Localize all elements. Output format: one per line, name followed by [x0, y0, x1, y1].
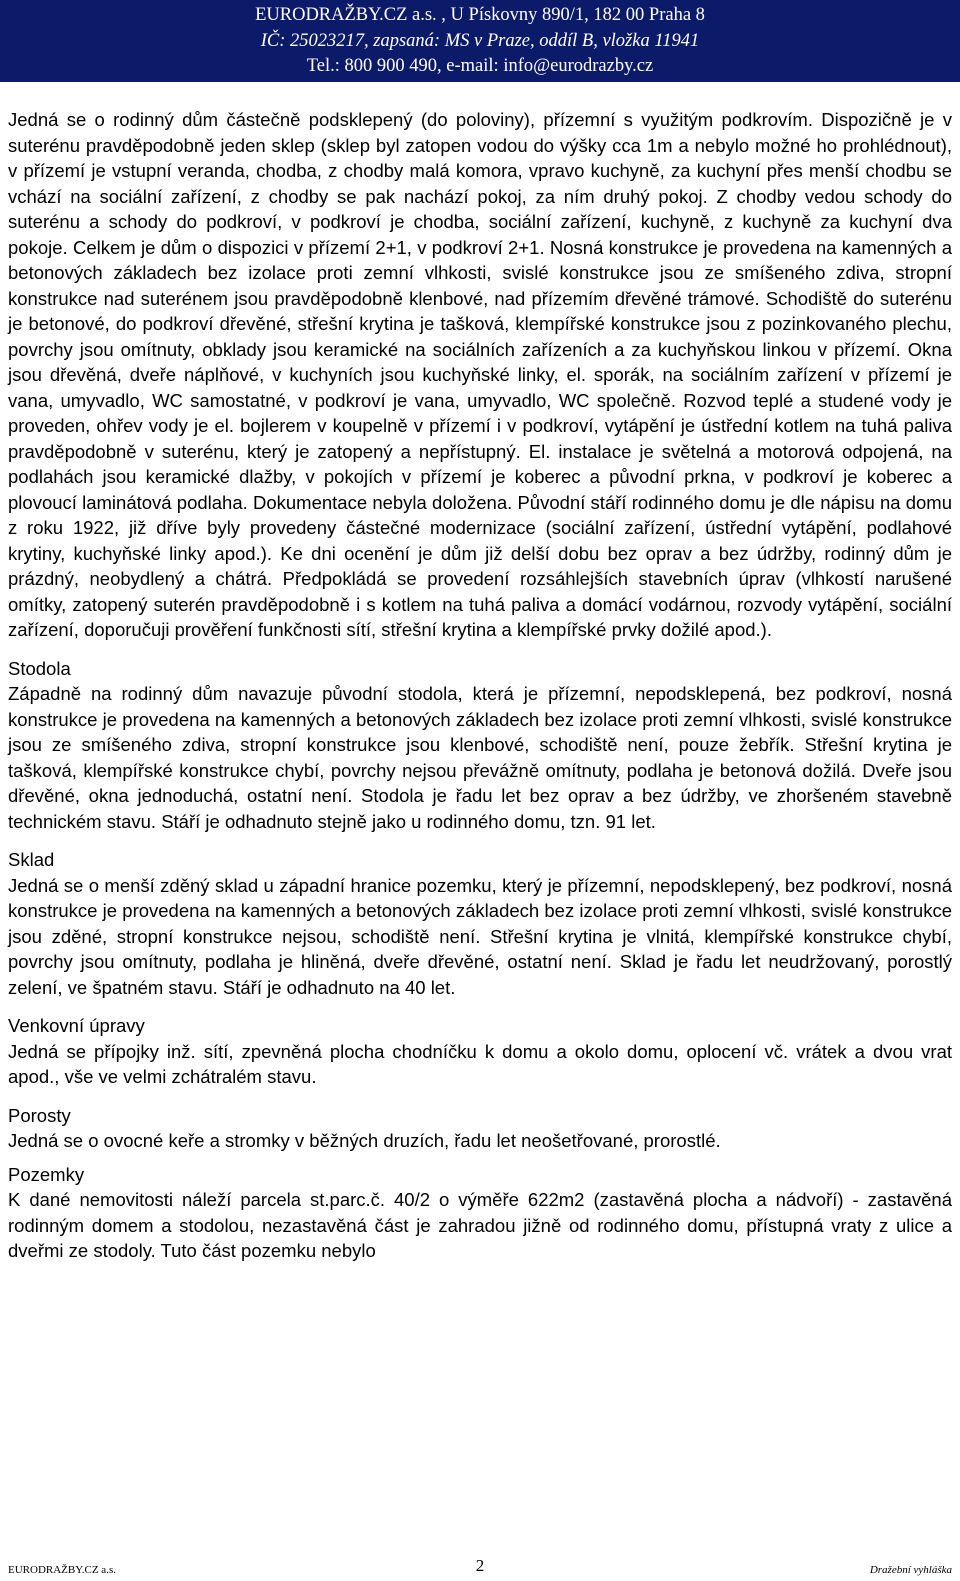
page-footer [0, 1556, 960, 1581]
section-heading-stodola: Stodola [8, 657, 71, 679]
sklad-description: Jedná se o menší zděný sklad u západní hranice pozemku, který je přízemní, nepodsklepený, bez podkroví, nosná konstrukce je provedena na kamenných a betonových základech bez izolace proti zemní vlhkosti, svislé konstrukce jsou zděné, stropní konstrukce nejsou, schodiště není. Střešní krytina je vlnitá, klempířské konstrukce chybí, povrchy jsou omítnuty, podlaha je hliněná, dveře dřevěné, ostatní není. Sklad je řadu let neudržovaný, porostlý zelení, ve špatném stavu. Stáří je odhadnuto na 40 let. [8, 874, 952, 998]
document-body [8, 107, 952, 1264]
section-heading-porosty: Porosty [8, 1104, 71, 1126]
footer-document-title: Dražební vyhláška [869, 1564, 952, 1576]
page-number: 2 [475, 1556, 485, 1575]
company-address: EURODRAŽBY.CZ a.s. , U Pískovny 890/1, 182 00 Praha 8 [255, 5, 705, 25]
section-heading-venkovni-upravy: Venkovní úpravy [8, 1015, 145, 1036]
footer-company: EURODRAŽBY.CZ a.s. [8, 1564, 116, 1576]
section-heading-sklad: Sklad [8, 849, 55, 870]
company-registration: IČ: 25023217, zapsaná: MS v Praze, oddíl B, vložka 11941 [260, 31, 700, 51]
company-contact: Tel.: 800 900 490, e-mail: info@eurodrazby.cz [306, 56, 654, 76]
house-description: Jedná se o rodinný dům částečně podsklepený (do poloviny), přízemní s využitým podkrovím. Dispozičně je v suterénu pravděpodobně jeden sklep (sklep byl zatopen vodou do výšky cca 1m a nebylo možné ho prohlédnout), v přízemí je vstupní veranda, chodba, z chodby malá komora, vpravo kuchyně, za kuchyní přes menší chodbu se vchází na sociální zařízení, z chodby se pak nachází pokoj, za ním druhý pokoj. Z chodby vedou schody do suterénu a schody do podkroví, v podkroví je chodba, sociální zařízení, kuchyně, z kuchyně za kuchyní dva pokoje. Celkem je dům o dispozici v přízemí 2+1, v podkroví 2+1. Nosná konstrukce je provedena na kamenných a betonových základech bez izolace proti zemní vlhkosti, svislé konstrukce jsou ze smíšeného zdiva, stropní konstrukce nad suterénem jsou pravděpodobně klenbové, nad přízemím dřevěné trámové. Schodiště do suterénu je betonové, do podkroví dřevěné, střešní krytina je tašková, klempířské konstrukce jsou z pozinkovaného plechu, povrchy jsou omítnuty, obklady jsou keramické na sociálních zařízeních a za kuchyňskou linkou v přízemí. Okna jsou dřevěná, dveře náplňové, v kuchyních jsou kuchyňské linky, el. sporák, na sociálním zařízení v přízemí je vana, umyvadlo, WC samostatné, v podkroví je vana, umyvadlo, WC společně. Rozvod teplé a studené vody je proveden, ohřev vody je el. bojlerem v koupelně v přízemí i v podkroví, vytápění je ústřední kotlem na tuhá paliva pravděpodobně v suterénu, který je zatopený a nepřístupný. El. instalace je světelná a motorová odpojená, na podlahách jsou keramické dlažby, v pokojích v přízemí je koberec a původní prkna, v podkroví je koberec a plovoucí laminátová podlaha. Dokumentace nebyla doložena. Původní stáří rodinného domu je dle nápisu na domu z roku 1922, již dříve byly provedeny částečné modernizace (sociální zařízení, ústřední vytápění, podlahové krytiny, kuchyňské linky apod.). Ke dni ocenění je dům již delší dobu bez oprav a bez údržby, rodinný dům je prázdný, neobydlený a chátrá. Předpokládá se provedení rozsáhlejších stavebních úprav (vlhkostí narušené omítky, zatopený suterén pravděpodobně i s kotlem na tuhá paliva a domácí vodárnou, rozvody vytápění, sociální zařízení, doporučuji prověření funkčnosti sítí, střešní krytina a klempířské prvky dožilé apod.). [8, 109, 952, 640]
venkovni-upravy-description: Jedná se přípojky inž. sítí, zpevněná plocha chodníčku k domu a okolo domu, oplocení vč. vrátek a dvou vrat apod., vše ve velmi zchátralém stavu. [8, 1040, 952, 1087]
porosty-description: Jedná se o ovocné keře a stromky v běžných druzích, řadu let neošetřované, prorostlé. [8, 1130, 721, 1151]
stodola-description: Západně na rodinný dům navazuje původní stodola, která je přízemní, nepodsklepená, bez podkroví, nosná konstrukce je provedena na kamenných a betonových základech bez izolace proti zemní vlhkosti, svislé konstrukce jsou ze smíšeného zdiva, stropní konstrukce jsou klenbové, schodiště není, pouze žebřík. Střešní krytina je tašková, klempířské konstrukce chybí, povrchy nejsou převážně omítnuty, podlaha je betonová dožilá. Dveře jsou dřevěné, okna jednoduchá, ostatní není. Stodola je řadu let bez oprav a bez údržby, ve zhoršeném stavebně technickém stavu. Stáří je odhadnuto stejně jako u rodinného domu, tzn. 91 let. [8, 683, 952, 832]
pozemky-description: K dané nemovitosti náleží parcela st.parc.č. 40/2 o výměře 622m2 (zastavěná plocha a nádvoří) - zastavěná rodinným domem a stodolou, nezastavěná část je zahradou jižně od rodinného domu, přístupná vraty z ulice a dveřmi ze stodoly. Tuto část pozemku nebylo [8, 1189, 952, 1261]
letterhead [0, 0, 960, 82]
section-heading-pozemky: Pozemky [8, 1163, 85, 1185]
